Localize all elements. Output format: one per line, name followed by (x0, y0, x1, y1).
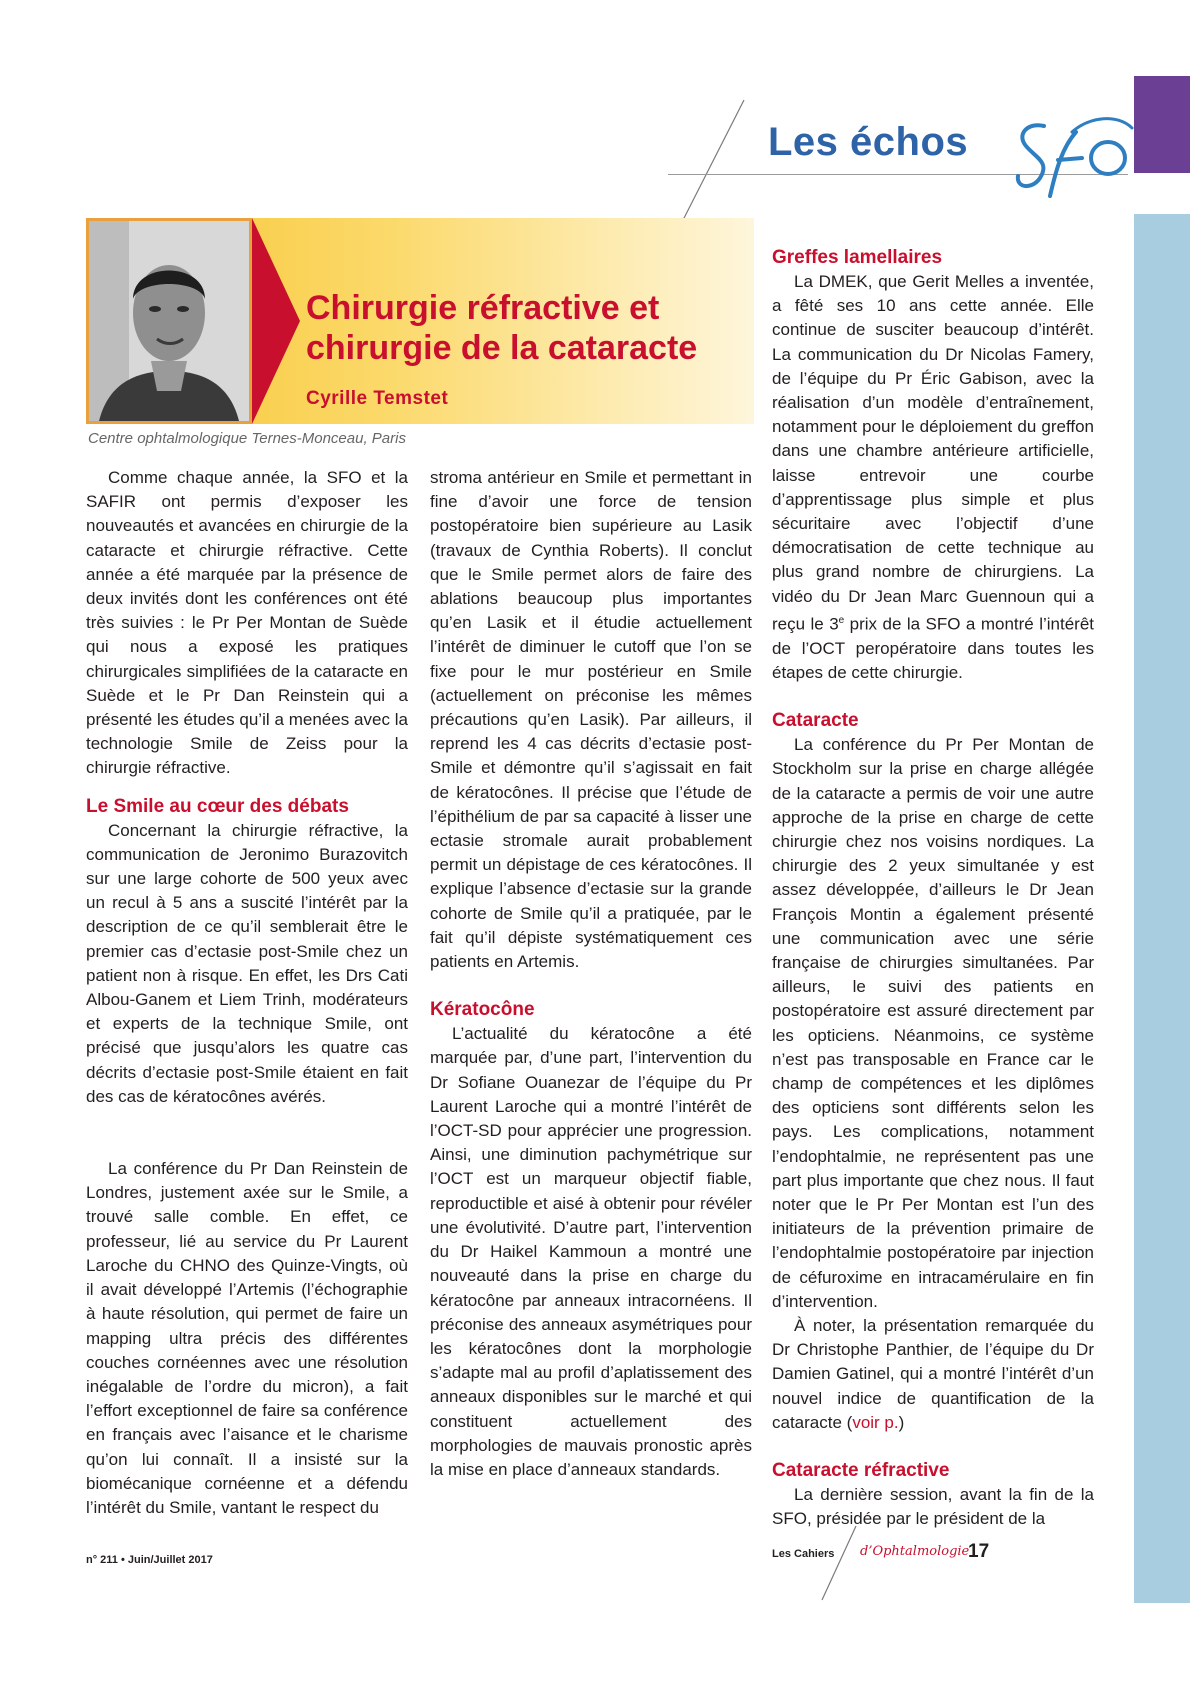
journal-script-name: d’Ophtalmologie (860, 1544, 970, 1559)
article-title: Chirurgie réfractive et chirurgie de la cataracte (306, 289, 698, 367)
page-number: 17 (968, 1541, 990, 1562)
author-affiliation: Centre ophtalmologique Ternes-Monceau, Paris (88, 430, 406, 447)
section-heading-cataracte: Cataracte (772, 710, 859, 732)
column-2 (430, 466, 752, 1482)
footer-diagonal-rule (822, 1526, 856, 1600)
column-1 (86, 466, 408, 1520)
paragraph: La conférence du Pr Dan Reinstein de Londres, justement axée sur le Smile, a trouvé salle comble. En effet, ce professeur, lié au service du Pr Laurent Laroche du CHNO des Quinze-Vingts, où il avait développé l’Artemis (l’échographie à haute résolution, qui permet de faire un mapping ultra précis des différentes couches cornéennes avec une résolution inégalable de l’ordre du micron), a fait l’effort exceptionnel de faire sa conférence en français avec l’aisance et le charisme qu’on lui connaît. Il a insisté sur la biomécanique cornéenne et a défendu l’intérêt du Smile, vantant le respect du (86, 1159, 408, 1517)
article-author: Cyrille Temstet (306, 388, 449, 409)
header-arrow (252, 218, 300, 424)
paragraph: Concernant la chirurgie réfractive, la communication de Jeronimo Burazovitch sur une large cohorte de 500 yeux avec un recul à 5 ans a suscité l’intérêt par la description de ce qu’il semblerait être le premier cas d’ectasie post-Smile chez un patient non à risque. En effet, les Drs Cati Albou-Ganem et Liem Trinh, modérateurs et experts de la technique Smile, ont précisé que jusqu’alors les quatre cas décrits d’ectasie post-Smile étaient en fait des cas de kératocônes avérés. (86, 820, 408, 1106)
section-heading-cataracte-refractive: Cataracte réfractive (772, 1460, 950, 1481)
paragraph: Comme chaque année, la SFO et la SAFIR ont permis d’exposer les nouveautés et avancées en chirurgie de la cataracte et chirurgie réfractive. Cette année a été marquée par la présence de deux invités dont les conférences ont été très suivies : le Pr Per Montan de Suède qui nous a exposé les pratiques chirurgicales simplifiées de la cataracte en Suède et le Pr Dan Reinstein qui a présenté les études qu’il a menées avec la technologie Smile de Zeiss pour la chirurgie réfractive. (86, 468, 408, 778)
author-photo (86, 218, 252, 424)
paragraph: La dernière session, avant la fin de la SFO, présidée par le président de la (772, 1485, 1094, 1529)
paragraph: La conférence du Pr Per Montan de Stockholm sur la prise en charge allégée de la cataracte a permis de voir une autre approche de la prise en charge de cette chirurgie chez nos voisins nordiques. La chirurgie des 2 yeux simultanée y est assez développée, d’ailleurs le Dr Jean François Montin a également présenté une communication avec une série française de chirurgies simultanées. Par ailleurs, le suivi des patients en postopératoire est assuré directement par les opticiens. Néanmoins, ce système n’est pas transposable en France car le champ de compétences et les diplômes des opticiens sont différents selon les pays. Les complications, notamment l’endophtalmie, ne représentent pas une part plus importante que chez nous. Il faut noter que le Pr Per Montan est l’un des initiateurs de la prévention primaire de l’endophtalmie postopératoire par injection de céfuroxime en intracamérulaire en fin d’intervention. (772, 735, 1094, 1311)
paragraph: La DMEK, que Gerit Melles a inventée, a fêté ses 10 ans cette année. Elle continue de susciter beaucoup d’intérêt. La communication du Dr Nicolas Famery, de l’équipe du Pr Éric Gabison, avec la réalisation d’un modèle d’entraînement, notamment pour le déploiement du greffon dans une chambre antérieure artificielle, laisse entrevoir une courbe d’apprentissage plus simple et plus sécuritaire avec l’objectif d’une démocratisation de cette technique au plus grand nombre de chirurgiens. La vidéo du Dr Jean Marc Guennoun qui a reçu le 3e prix de la SFO a montré l’intérêt de l’OCT peropératoire dans toutes les étapes de cette chirurgie. (772, 272, 1094, 682)
paragraph: stroma antérieur en Smile et permettant in fine d’avoir une force de tension postopératoire bien supérieure au Lasik (travaux de Cynthia Roberts). Il conclut que le Smile permet alors de faire des ablations beaucoup plus importantes qu’en Lasik et il étudie actuellement l’intérêt de diminuer le cutoff que l’on se fixe pour le mur postérieur en Smile (actuellement on préconise les mêmes précautions qu’en Lasik). Par ailleurs, il reprend les 4 cas décrits d’ectasie post-Smile et démontre qu’il s’agissait en fait de kératocônes. Il précise que l’étude de l’épithélium de par sa capacité à lisser une ectasie stromale aurait probablement permit un dépistage de ces kératocônes. Il explique l’absence d’ectasie sur la grande cohorte de Smile qu’il a pratiquée, par le fait qu’il dépiste systématiquement ces patients en Artemis. (430, 468, 752, 972)
journal-name: Les Cahiers (772, 1548, 835, 1560)
rubric-title: Les échos (768, 120, 969, 164)
issue-info: n° 211 • Juin/Juillet 2017 (86, 1554, 213, 1566)
column-3 (772, 246, 1094, 1531)
section-heading-greffes: Greffes lamellaires (772, 247, 943, 268)
section-heading-keratocone: Kératocône (430, 999, 535, 1021)
sfo-logo (1010, 110, 1134, 210)
paragraph: À noter, la présentation remarquée du Dr Christophe Panthier, de l’équipe du Dr Damien Gatinel, qui a montré l’intérêt d’un nouvel indice de quantification de la cataracte (voir p.) (772, 1315, 1094, 1432)
cross-reference-link[interactable]: voir p. (852, 1412, 899, 1432)
section-heading-smile: Le Smile au cœur des débats (86, 795, 349, 817)
paragraph: L’actualité du kératocône a été marquée par, d’une part, l’intervention du Dr Sofiane Ouanezar de l’équipe du Pr Laurent Laroche qui a montré l’intérêt de l’OCT-SD pour apprécier une progression. Ainsi, une diminution pachymétrique sur l’OCT est un marqueur objectif fiable, reproductible et aisé à obtenir pour révéler une évolutivité. D’autre part, l’intervention du Dr Haikel Kammoun a montré une nouveauté dans la prise en charge du kératocône par anneaux intracornéens. Il préconise des anneaux asymétriques pour les kératocônes dont la morphologie s’adapte mal au profil d’aplatissement des anneaux disponibles sur le marché et qui constituent actuellement des morphologies de mauvais pronostic après la mise en place d’anneaux standards. (430, 1024, 752, 1479)
header-diagonal-rule (680, 100, 744, 226)
